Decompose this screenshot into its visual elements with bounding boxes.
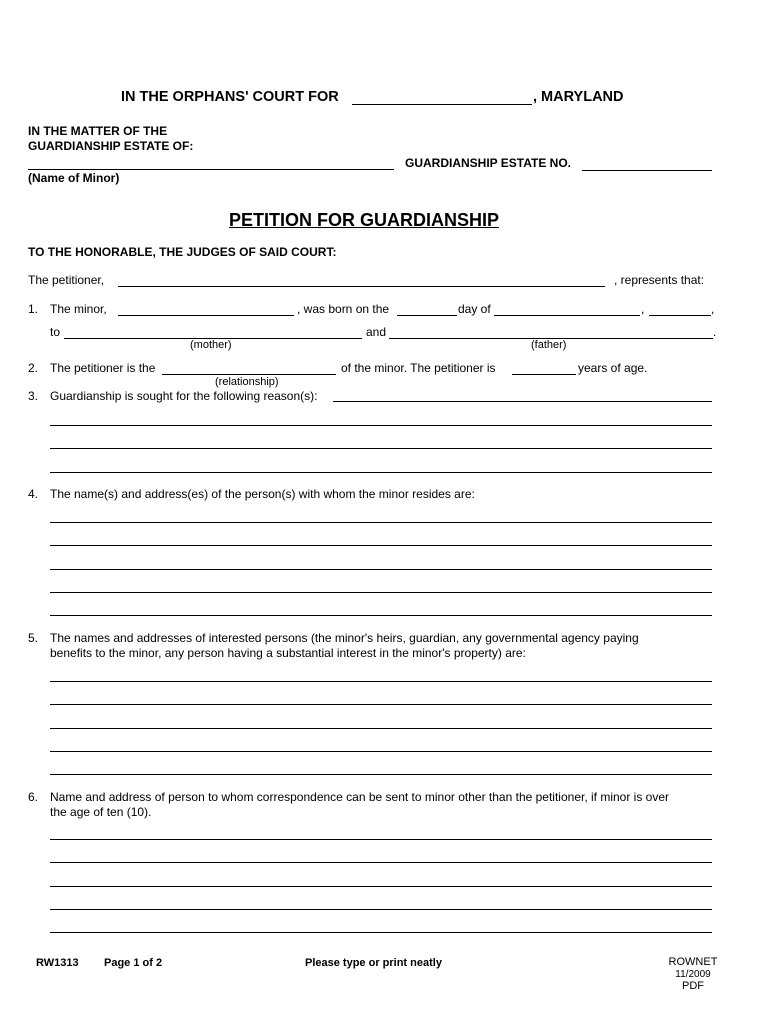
interested-persons-line[interactable]	[50, 681, 712, 682]
name-of-minor-label: (Name of Minor)	[28, 171, 120, 185]
item1-comma-1: ,	[641, 302, 645, 316]
interested-persons-line[interactable]	[50, 774, 712, 775]
item2-suffix: years of age.	[578, 361, 648, 375]
footer-pdf: PDF	[682, 980, 704, 992]
item6-line-2: the age of ten (10).	[50, 805, 152, 819]
correspondence-line[interactable]	[50, 839, 712, 840]
court-suffix: , MARYLAND	[533, 89, 624, 105]
reason-line[interactable]	[333, 401, 712, 402]
page-title: PETITION FOR GUARDIANSHIP	[229, 210, 500, 230]
item4-text: The name(s) and address(es) of the person(s) with whom the minor resides are:	[50, 487, 475, 501]
estate-no-label: GUARDIANSHIP ESTATE NO.	[405, 156, 572, 170]
item6-line-1: Name and address of person to whom correspondence can be sent to minor other than the petitioner, if minor is over	[50, 790, 670, 804]
birth-year-line[interactable]	[649, 315, 711, 316]
birth-month-line[interactable]	[494, 315, 640, 316]
minor-name-line[interactable]	[28, 169, 394, 170]
item1-and-text: and	[366, 325, 387, 339]
item2-number: 2.	[28, 361, 39, 375]
item5-line-1: The names and addresses of interested persons (the minor's heirs, guardian, any governmental agency paying	[50, 631, 639, 645]
interested-persons-line[interactable]	[50, 751, 712, 752]
father-label: (father)	[531, 339, 567, 351]
correspondence-line[interactable]	[50, 862, 712, 863]
item2-middle: of the minor. The petitioner is	[341, 361, 496, 375]
mother-label: (mother)	[190, 339, 232, 351]
item6-number: 6.	[28, 790, 39, 804]
salutation: TO THE HONORABLE, THE JUDGES OF SAID COURT:	[28, 245, 337, 259]
petitioner-name-line[interactable]	[118, 286, 605, 287]
item4-number: 4.	[28, 487, 39, 501]
item3-text: Guardianship is sought for the following reason(s):	[50, 389, 318, 403]
footer-date: 11/2009	[675, 969, 711, 980]
petitioner-prefix: The petitioner,	[28, 273, 105, 287]
footer-rownet: ROWNET	[668, 956, 718, 968]
age-line[interactable]	[512, 374, 576, 375]
relationship-label: (relationship)	[215, 376, 279, 388]
footer-note: Please type or print neatly	[305, 957, 442, 969]
item1-minor-text: The minor,	[50, 302, 107, 316]
item1-period: .	[713, 325, 717, 339]
matter-line-1: IN THE MATTER OF THE	[28, 124, 168, 138]
correspondence-line[interactable]	[50, 932, 712, 933]
estate-no-line[interactable]	[582, 170, 712, 171]
reason-line[interactable]	[50, 425, 712, 426]
reason-line[interactable]	[50, 472, 712, 473]
interested-persons-line[interactable]	[50, 728, 712, 729]
residence-line[interactable]	[50, 615, 712, 616]
item5-line-2: benefits to the minor, any person having a substantial interest in the minor's property) are:	[50, 646, 526, 660]
item1-dayof-text: day of	[458, 302, 491, 316]
page-number: Page 1 of 2	[104, 957, 163, 969]
residence-line[interactable]	[50, 545, 712, 546]
reason-line[interactable]	[50, 448, 712, 449]
item1-number: 1.	[28, 302, 39, 316]
correspondence-line[interactable]	[50, 909, 712, 910]
item3-number: 3.	[28, 389, 39, 403]
matter-line-2: GUARDIANSHIP ESTATE OF:	[28, 139, 194, 153]
interested-persons-line[interactable]	[50, 704, 712, 705]
relationship-line[interactable]	[162, 374, 336, 375]
minor-line[interactable]	[118, 315, 294, 316]
item2-prefix: The petitioner is the	[50, 361, 156, 375]
form-number: RW1313	[36, 957, 79, 969]
item5-number: 5.	[28, 631, 39, 645]
birth-day-line[interactable]	[397, 315, 457, 316]
item1-comma-2: ,	[711, 302, 715, 316]
item1-born-text: , was born on the	[297, 302, 390, 316]
residence-line[interactable]	[50, 569, 712, 570]
court-prefix: IN THE ORPHANS' COURT FOR	[121, 89, 339, 105]
petitioner-suffix: , represents that:	[614, 273, 705, 287]
residence-line[interactable]	[50, 522, 712, 523]
correspondence-line[interactable]	[50, 886, 712, 887]
item1-to-text: to	[50, 325, 61, 339]
residence-line[interactable]	[50, 592, 712, 593]
county-field-line[interactable]	[352, 104, 532, 105]
